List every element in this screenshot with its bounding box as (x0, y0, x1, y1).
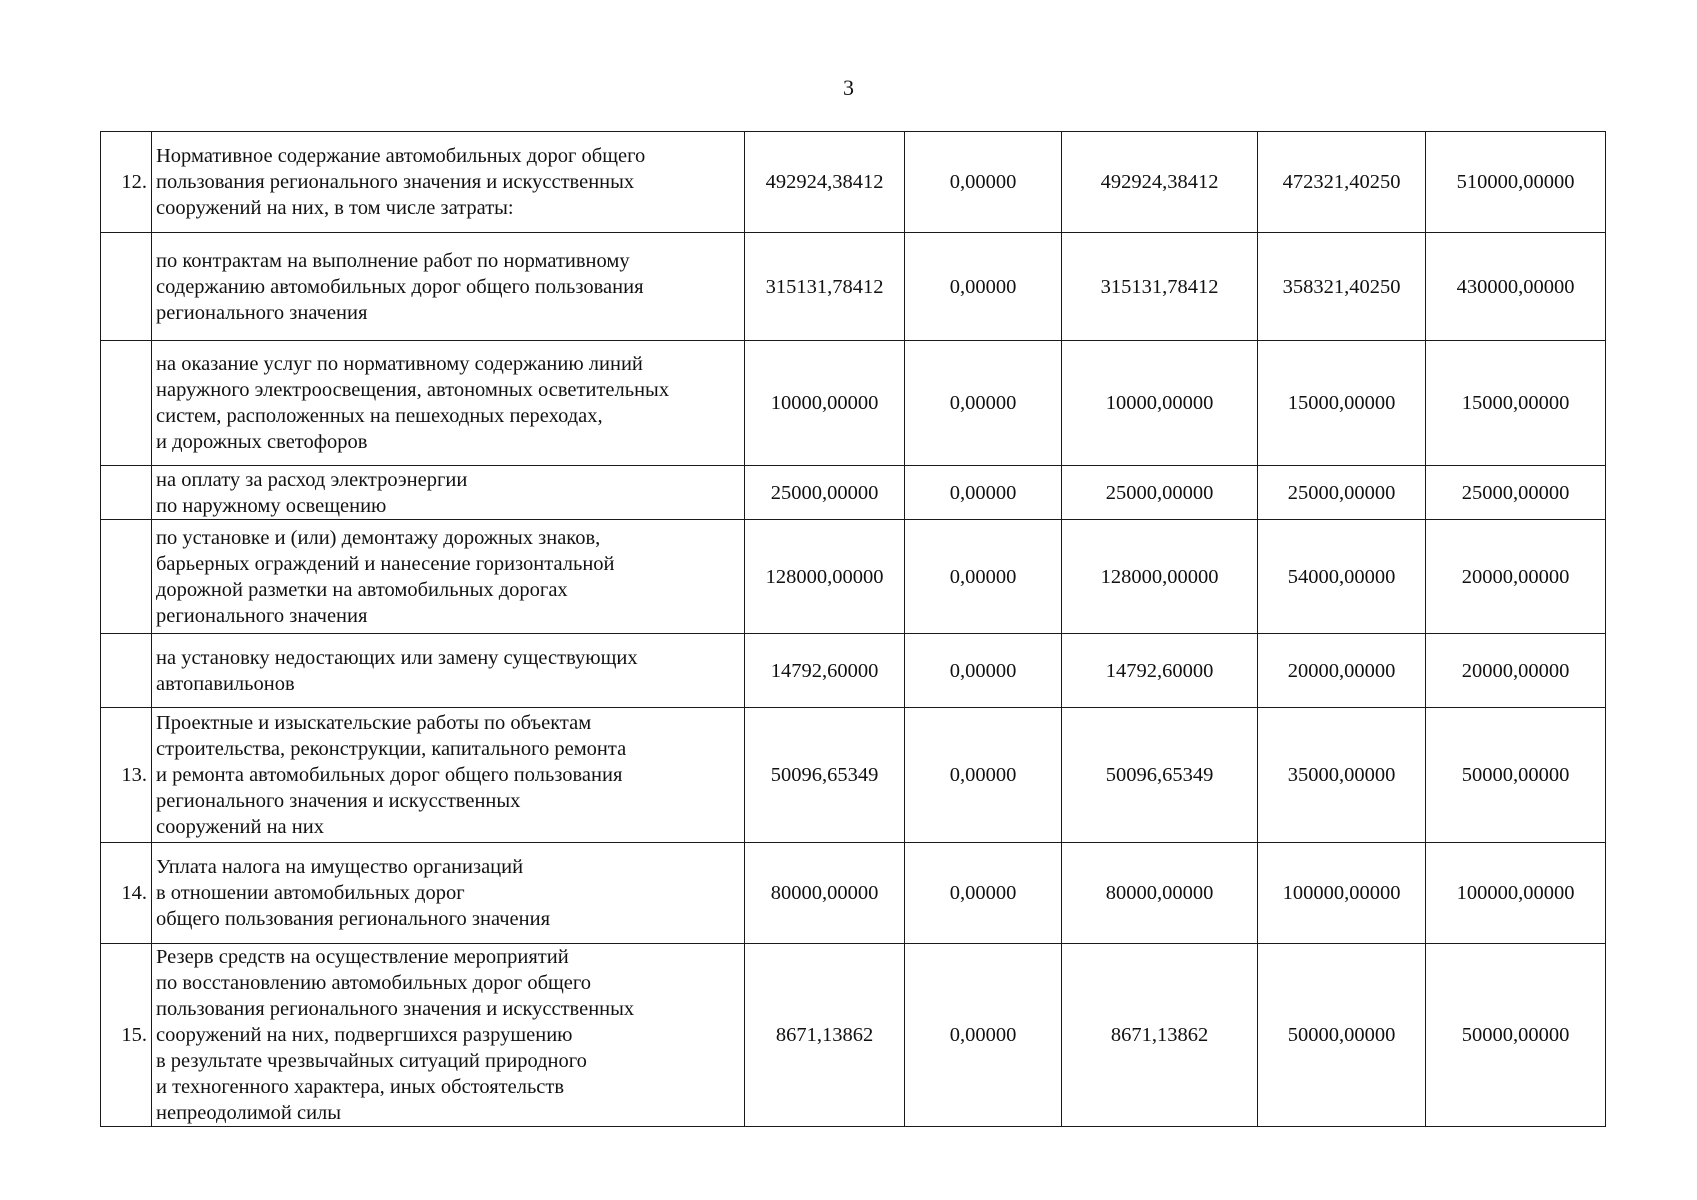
row-number: 15. (101, 944, 152, 1127)
row-number (101, 466, 152, 520)
value-cell-4: 54000,00000 (1258, 520, 1426, 634)
value-cell-4: 472321,40250 (1258, 132, 1426, 233)
row-number (101, 341, 152, 466)
description-line: сооружений на них, в том числе затраты: (156, 197, 514, 219)
table-row (101, 944, 1606, 1127)
table-row (101, 233, 1606, 341)
description-line: регионального значения и искусственных (156, 790, 521, 812)
value-cell-1: 14792,60000 (745, 634, 905, 708)
description-line: по установке и (или) демонтажу дорожных знаков, (156, 526, 601, 549)
description-line: непреодолимой силы (156, 1102, 342, 1124)
value-cell-1: 80000,00000 (745, 843, 905, 944)
row-number: 14. (101, 843, 152, 944)
description-line: по контрактам на выполнение работ по нормативному (156, 249, 630, 272)
value-cell-2: 0,00000 (905, 520, 1062, 634)
value-cell-1: 25000,00000 (745, 466, 905, 520)
row-number: 13. (101, 708, 152, 843)
value-cell-5: 20000,00000 (1426, 520, 1606, 634)
description-line: общего пользования регионального значения (156, 908, 551, 930)
row-description (152, 341, 745, 466)
description-line: сооружений на них (156, 816, 324, 838)
page-number: 3 (843, 75, 854, 100)
value-cell-4: 25000,00000 (1258, 466, 1426, 520)
table-row (101, 132, 1606, 233)
value-cell-4: 100000,00000 (1258, 843, 1426, 944)
description-line: на установку недостающих или замену существующих (156, 646, 638, 669)
value-cell-1: 8671,13862 (745, 944, 905, 1127)
value-cell-3: 25000,00000 (1062, 466, 1258, 520)
table-row (101, 466, 1606, 520)
value-cell-5: 510000,00000 (1426, 132, 1606, 233)
value-cell-3: 315131,78412 (1062, 233, 1258, 341)
description-line: в результате чрезвычайных ситуаций природного (156, 1050, 587, 1072)
description-line: на оказание услуг по нормативному содержанию линий (156, 353, 643, 375)
value-cell-3: 50096,65349 (1062, 708, 1258, 843)
description-line: регионального значения (156, 604, 368, 627)
budget-table (100, 131, 1606, 1127)
value-cell-4: 358321,40250 (1258, 233, 1426, 341)
row-description (152, 233, 745, 341)
description-line: содержанию автомобильных дорог общего пользования (156, 275, 644, 298)
description-line: сооружений на них, подвергшихся разрушению (156, 1024, 573, 1046)
row-description (152, 843, 745, 944)
value-cell-3: 14792,60000 (1062, 634, 1258, 708)
description-line: пользования регионального значения и искусственных (156, 171, 635, 193)
value-cell-3: 8671,13862 (1062, 944, 1258, 1127)
value-cell-1: 315131,78412 (745, 233, 905, 341)
value-cell-2: 0,00000 (905, 233, 1062, 341)
value-cell-1: 50096,65349 (745, 708, 905, 843)
description-line: на оплату за расход электроэнергии (156, 468, 468, 491)
value-cell-5: 20000,00000 (1426, 634, 1606, 708)
row-description (152, 132, 745, 233)
description-line: в отношении автомобильных дорог (156, 882, 465, 904)
value-cell-4: 20000,00000 (1258, 634, 1426, 708)
row-number: 12. (101, 132, 152, 233)
table-body (101, 132, 1606, 1127)
table-row (101, 634, 1606, 708)
value-cell-1: 492924,38412 (745, 132, 905, 233)
value-cell-3: 492924,38412 (1062, 132, 1258, 233)
description-line: по восстановлению автомобильных дорог общего (156, 972, 592, 994)
row-number (101, 520, 152, 634)
description-line: барьерных ограждений и нанесение горизонтальной (156, 552, 615, 575)
value-cell-2: 0,00000 (905, 634, 1062, 708)
description-line: и дорожных светофоров (156, 431, 368, 453)
row-description (152, 944, 745, 1127)
row-number (101, 233, 152, 341)
value-cell-5: 25000,00000 (1426, 466, 1606, 520)
value-cell-2: 0,00000 (905, 843, 1062, 944)
row-description (152, 520, 745, 634)
description-line: по наружному освещению (156, 494, 387, 517)
table-row (101, 708, 1606, 843)
value-cell-5: 50000,00000 (1426, 944, 1606, 1127)
value-cell-1: 128000,00000 (745, 520, 905, 634)
row-description (152, 634, 745, 708)
description-line: Проектные и изыскательские работы по объектам (156, 712, 592, 734)
value-cell-4: 15000,00000 (1258, 341, 1426, 466)
description-line: Нормативное содержание автомобильных дорог общего (156, 145, 646, 167)
row-description (152, 466, 745, 520)
description-line: дорожной разметки на автомобильных дорогах (156, 578, 568, 601)
value-cell-5: 100000,00000 (1426, 843, 1606, 944)
description-line: и техногенного характера, иных обстоятельств (156, 1076, 565, 1098)
description-line: и ремонта автомобильных дорог общего пользования (156, 764, 623, 786)
description-line: Резерв средств на осуществление мероприятий (156, 946, 569, 968)
description-line: строительства, реконструкции, капитального ремонта (156, 738, 627, 760)
value-cell-5: 50000,00000 (1426, 708, 1606, 843)
description-line: пользования регионального значения и искусственных (156, 998, 635, 1020)
value-cell-5: 430000,00000 (1426, 233, 1606, 341)
table-row (101, 341, 1606, 466)
description-line: наружного электроосвещения, автономных осветительных (156, 379, 670, 401)
description-line: систем, расположенных на пешеходных переходах, (156, 405, 603, 427)
description-line: автопавильонов (156, 672, 295, 695)
value-cell-3: 80000,00000 (1062, 843, 1258, 944)
table-row (101, 520, 1606, 634)
value-cell-2: 0,00000 (905, 466, 1062, 520)
value-cell-1: 10000,00000 (745, 341, 905, 466)
value-cell-5: 15000,00000 (1426, 341, 1606, 466)
value-cell-4: 35000,00000 (1258, 708, 1426, 843)
value-cell-2: 0,00000 (905, 132, 1062, 233)
row-description (152, 708, 745, 843)
value-cell-2: 0,00000 (905, 341, 1062, 466)
value-cell-4: 50000,00000 (1258, 944, 1426, 1127)
table-row (101, 843, 1606, 944)
value-cell-2: 0,00000 (905, 944, 1062, 1127)
value-cell-3: 128000,00000 (1062, 520, 1258, 634)
value-cell-3: 10000,00000 (1062, 341, 1258, 466)
row-number (101, 634, 152, 708)
description-line: Уплата налога на имущество организаций (156, 856, 524, 878)
description-line: регионального значения (156, 301, 368, 324)
value-cell-2: 0,00000 (905, 708, 1062, 843)
